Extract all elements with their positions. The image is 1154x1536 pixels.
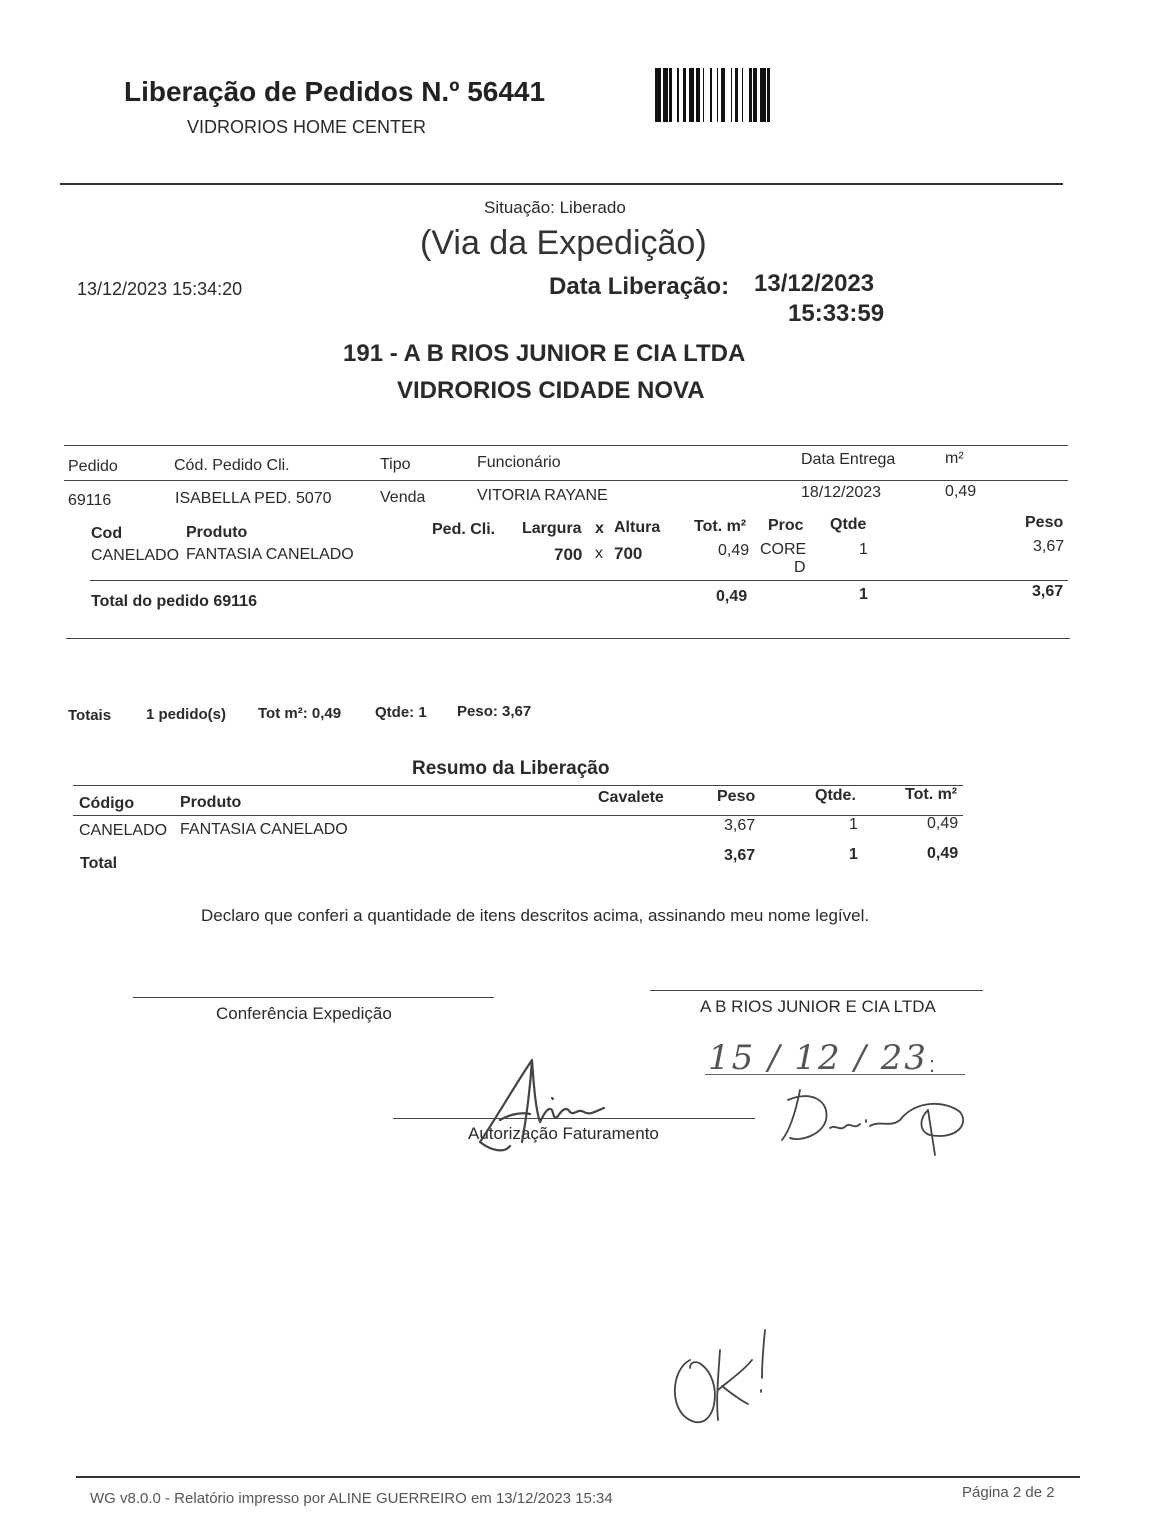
barcode-bar bbox=[749, 68, 752, 122]
item-header-x: x bbox=[595, 520, 604, 537]
summary-header-cavalete: Cavalete bbox=[598, 789, 664, 806]
autorizacao-label: Autorização Faturamento bbox=[468, 1124, 659, 1143]
item-header-altura: Altura bbox=[614, 519, 661, 536]
barcode-bar bbox=[731, 68, 732, 122]
barcode bbox=[655, 68, 833, 122]
store-name: VIDRORIOS CIDADE NOVA bbox=[397, 377, 705, 404]
order-total-qty: 1 bbox=[859, 586, 868, 603]
barcode-bar bbox=[677, 68, 678, 122]
delivery-date: 18/12/2023 bbox=[801, 484, 882, 501]
summary-row-peso: 3,67 bbox=[724, 817, 756, 834]
employee-name: VITORIA RAYANE bbox=[477, 487, 608, 504]
client-name: 191 - A B RIOS JUNIOR E CIA LTDA bbox=[343, 340, 746, 367]
summary-header-peso: Peso bbox=[717, 788, 756, 805]
barcode-bar bbox=[655, 68, 661, 122]
barcode-bar bbox=[669, 68, 672, 122]
item-qty: 1 bbox=[859, 541, 868, 558]
summary-total-qtde: 1 bbox=[849, 846, 858, 863]
summary-header-qtde: Qtde. bbox=[815, 787, 856, 804]
company-name: VIDRORIOS HOME CENTER bbox=[187, 117, 427, 137]
col-header-pedido: Pedido bbox=[68, 458, 118, 475]
footer-printed-by: WG v8.0.0 - Relatório impresso por ALINE GUERREIRO em 13/12/2023 15:34 bbox=[90, 1490, 613, 1507]
order-total-rule bbox=[90, 580, 1068, 581]
item-header-qtde: Qtde bbox=[830, 516, 867, 533]
order-type: Venda bbox=[380, 489, 426, 506]
header-divider bbox=[60, 183, 1063, 185]
release-date-label: Data Liberação: bbox=[549, 273, 730, 300]
col-header-funcionario: Funcionário bbox=[477, 454, 561, 471]
item-header-tot-m2: Tot. m² bbox=[694, 518, 747, 535]
summary-row-tot-m2: 0,49 bbox=[927, 815, 959, 832]
item-width: 700 bbox=[554, 545, 583, 564]
barcode-bar bbox=[760, 68, 766, 122]
summary-row-qtde: 1 bbox=[849, 816, 858, 833]
item-header-produto: Produto bbox=[186, 524, 248, 541]
summary-top-rule bbox=[73, 785, 963, 786]
barcode-bar bbox=[683, 68, 686, 122]
summary-row-codigo: CANELADO bbox=[79, 822, 168, 839]
barcode-bar bbox=[742, 68, 743, 122]
release-date: 13/12/2023 bbox=[754, 270, 875, 297]
status-text: Situação: Liberado bbox=[484, 198, 626, 217]
barcode-bar bbox=[767, 68, 770, 122]
barcode-bar bbox=[696, 68, 700, 122]
order-m2: 0,49 bbox=[945, 483, 977, 500]
barcode-bar bbox=[721, 68, 725, 122]
barcode-bar bbox=[689, 68, 695, 122]
item-product: FANTASIA CANELADO bbox=[186, 546, 354, 563]
col-header-cod-pedido-cli: Cód. Pedido Cli. bbox=[174, 457, 290, 474]
handwritten-time-sep: : bbox=[929, 1052, 936, 1077]
col-header-tipo: Tipo bbox=[380, 456, 411, 473]
copy-type: (Via da Expedição) bbox=[420, 224, 707, 262]
item-proc-line2: D bbox=[794, 559, 806, 576]
item-header-ped-cli: Ped. Cli. bbox=[432, 521, 496, 538]
col-header-m2: m² bbox=[945, 450, 964, 467]
document-title: Liberação de Pedidos N.º 56441 bbox=[124, 76, 546, 107]
printed-timestamp: 13/12/2023 15:34:20 bbox=[77, 279, 243, 299]
order-number: 69116 bbox=[68, 492, 112, 509]
order-total-label: Total do pedido 69116 bbox=[91, 593, 257, 610]
item-proc-line1: CORE bbox=[760, 541, 807, 558]
item-tot-m2: 0,49 bbox=[718, 542, 750, 559]
conferencia-label: Conferência Expedição bbox=[216, 1004, 392, 1023]
order-table-bottom-rule bbox=[66, 638, 1070, 639]
totals-qty: Qtde: 1 bbox=[375, 704, 427, 721]
totals-weight: Peso: 3,67 bbox=[457, 703, 532, 720]
summary-header-codigo: Código bbox=[79, 795, 135, 812]
conferencia-signature-line bbox=[133, 997, 494, 998]
item-weight: 3,67 bbox=[1033, 538, 1065, 555]
item-header-cod: Cod bbox=[91, 525, 123, 542]
company-signature-label: A B RIOS JUNIOR E CIA LTDA bbox=[700, 997, 936, 1016]
item-header-largura: Largura bbox=[522, 520, 582, 537]
barcode-bar bbox=[717, 68, 718, 122]
order-table-top-rule bbox=[64, 445, 1068, 446]
barcode-bar bbox=[710, 68, 713, 122]
release-time: 15:33:59 bbox=[788, 300, 885, 327]
handwritten-date: 15 / 12 / 23 bbox=[708, 1038, 928, 1078]
summary-title: Resumo da Liberação bbox=[412, 758, 610, 779]
item-header-peso: Peso bbox=[1025, 514, 1064, 531]
handwritten-ok-text bbox=[672, 1340, 673, 1341]
item-code: CANELADO bbox=[91, 547, 180, 564]
barcode-bar bbox=[735, 68, 738, 122]
totals-label: Totais bbox=[68, 707, 112, 724]
totals-orders: 1 pedido(s) bbox=[146, 706, 227, 723]
order-total-weight: 3,67 bbox=[1032, 583, 1064, 600]
summary-header-tot-m2: Tot. m² bbox=[905, 786, 958, 803]
order-header-rule bbox=[64, 480, 1068, 481]
summary-row-produto: FANTASIA CANELADO bbox=[180, 821, 348, 838]
client-order-code: ISABELLA PED. 5070 bbox=[175, 490, 332, 507]
summary-header-rule bbox=[73, 815, 963, 816]
totals-m2: Tot m²: 0,49 bbox=[258, 705, 342, 722]
handwritten-date-underline bbox=[705, 1074, 965, 1075]
item-height: 700 bbox=[614, 544, 643, 563]
item-x: x bbox=[595, 545, 603, 562]
footer-page-number: Página 2 de 2 bbox=[962, 1484, 1055, 1501]
col-header-data-entrega: Data Entrega bbox=[801, 451, 896, 468]
summary-header-produto: Produto bbox=[180, 794, 242, 811]
barcode-bar bbox=[753, 68, 757, 122]
order-total-m2: 0,49 bbox=[716, 588, 748, 605]
footer-divider bbox=[76, 1476, 1080, 1478]
company-signature-line bbox=[650, 990, 983, 991]
summary-total-label: Total bbox=[80, 855, 118, 872]
declaration-text: Declaro que conferi a quantidade de itens descritos acima, assinando meu nome legível. bbox=[201, 906, 870, 925]
summary-total-tot-m2: 0,49 bbox=[927, 845, 959, 862]
barcode-bar bbox=[663, 68, 667, 122]
barcode-bar bbox=[703, 68, 704, 122]
item-header-proc: Proc bbox=[768, 517, 804, 534]
summary-total-peso: 3,67 bbox=[724, 847, 756, 864]
